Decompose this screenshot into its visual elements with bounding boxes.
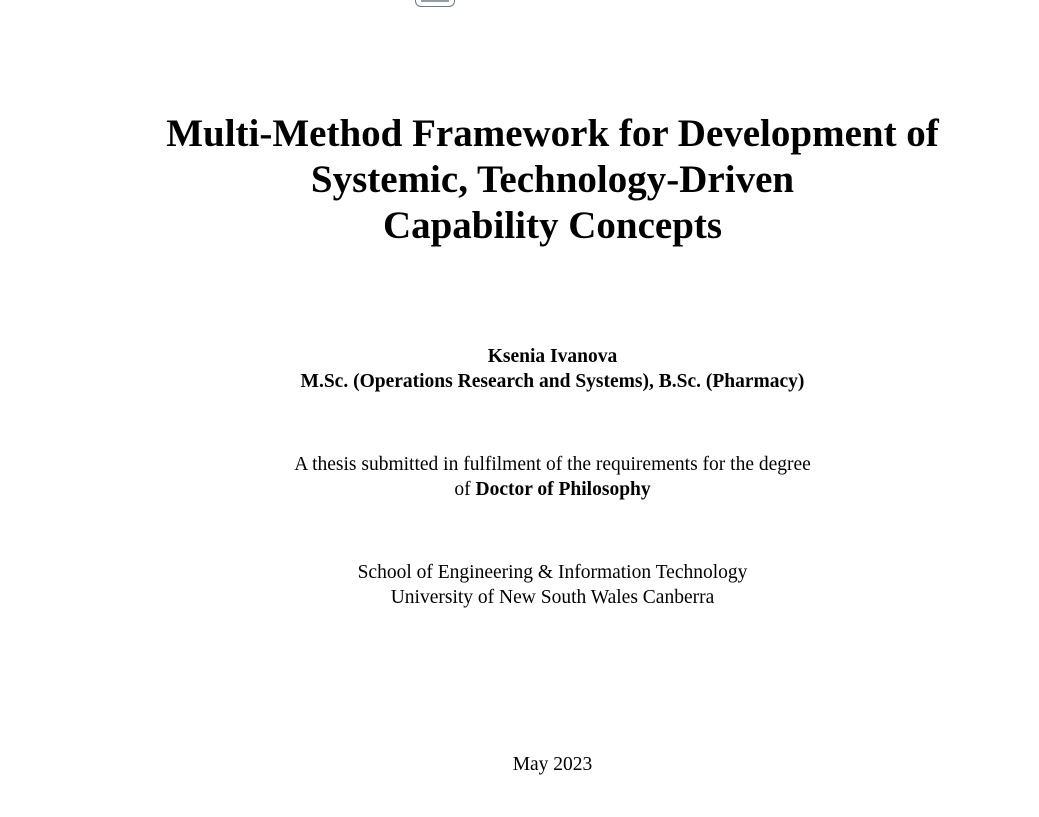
title-line-1: Multi-Method Framework for Development of (166, 112, 939, 155)
thesis-statement: A thesis submitted in fulfilment of the requirements for the degree (294, 454, 811, 475)
degree-prefix: of (454, 479, 476, 500)
author-block (0, 344, 1039, 394)
thesis-statement-block (0, 452, 1039, 502)
university-crest-logo (415, 0, 455, 7)
title-line-3: Capability Concepts (382, 204, 723, 247)
degree-line (0, 477, 1039, 502)
author-degrees: M.Sc. (Operations Research and Systems), B.Sc. (Pharmacy) (300, 371, 805, 392)
submission-date: May 2023 (512, 754, 593, 775)
university-name: University of New South Wales Canberra (390, 587, 715, 608)
school-name: School of Engineering & Information Technology (357, 562, 748, 583)
institution-block (0, 560, 1039, 610)
degree-name: Doctor of Philosophy (475, 479, 651, 500)
author-name: Ksenia Ivanova (487, 346, 618, 367)
thesis-title (0, 111, 1039, 249)
title-line-2: Systemic, Technology-Driven (310, 158, 795, 201)
